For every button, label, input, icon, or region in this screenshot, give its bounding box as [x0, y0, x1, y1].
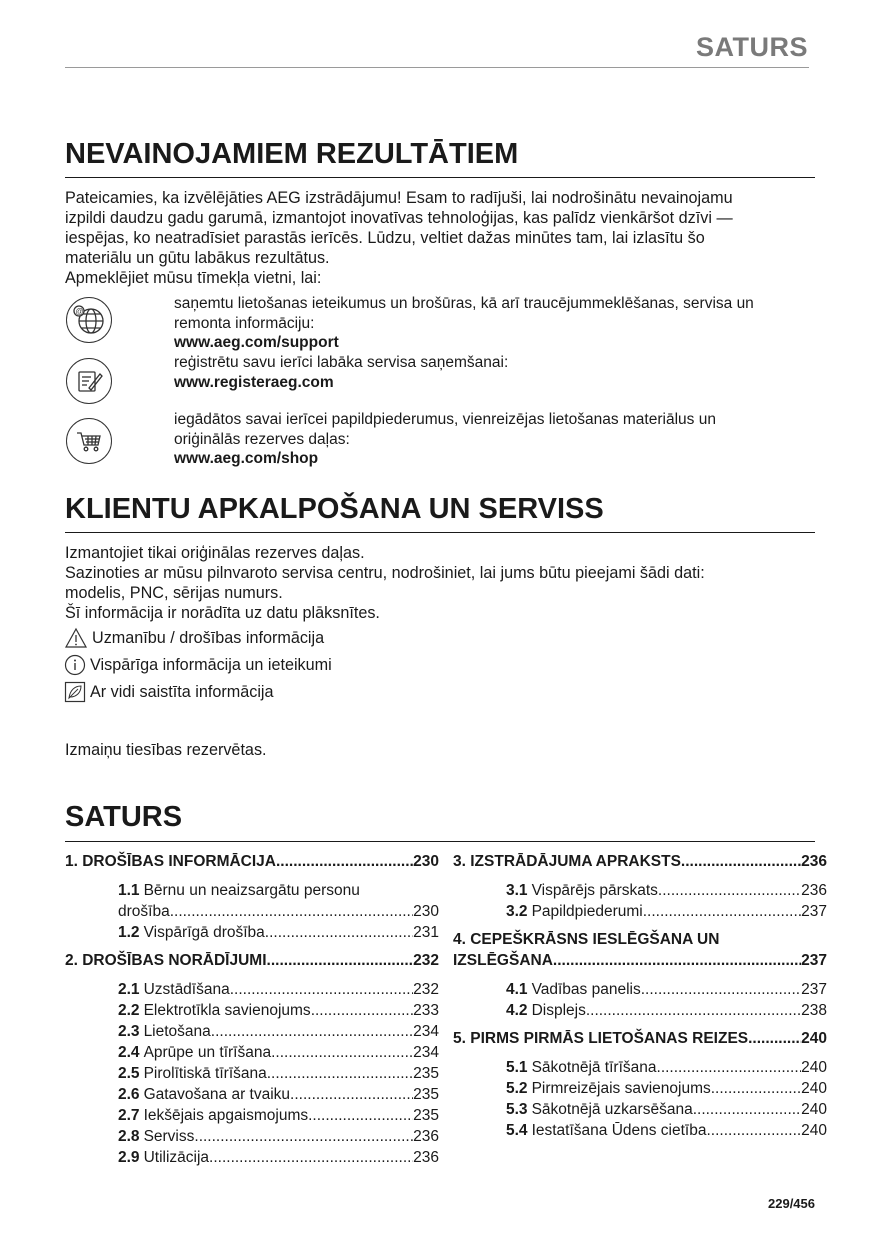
- intro-line: izpildi daudzu gadu garumā, izmantojot inovatīvas tehnoloģijas, kas palīdz vienkāršot dzīvi —: [65, 209, 733, 227]
- rights-reserved: Izmaiņu tiesības rezervētas.: [65, 741, 267, 759]
- service-support: [174, 294, 814, 353]
- toc-entry-3-2[interactable]: 3.2 Papildpiederumi ..... 237: [506, 901, 827, 922]
- section-divider: [65, 532, 815, 533]
- toc-title: SATURS: [65, 801, 183, 833]
- page-number: 229/456: [768, 1196, 815, 1211]
- legend-label: Ar vidi saistīta informācija: [90, 682, 274, 701]
- toc-entry-5-4[interactable]: 5.4 Iestatīšana Ūdens cietība ..... 240: [506, 1120, 827, 1141]
- toc-entry-1-1[interactable]: 1.1 Bērnu un neaizsargātu personu: [118, 882, 360, 899]
- toc-chapter-5[interactable]: 5. PIRMS PIRMĀS LIETOŠANAS REIZES ..... 240: [453, 1030, 827, 1048]
- cart-icon: [66, 418, 112, 464]
- support-link[interactable]: www.aeg.com/support: [174, 334, 339, 351]
- toc-entry-2-5[interactable]: 2.5 Pirolītiskā tīrīšana ..... 235: [118, 1063, 439, 1084]
- header-divider: [65, 67, 809, 68]
- page-header-title: SATURS: [695, 32, 808, 62]
- service-line: Izmantojiet tikai oriģinālas rezerves daļas.: [65, 544, 365, 562]
- toc-left-column: [65, 853, 439, 1168]
- section-divider: [65, 841, 815, 842]
- service-description: saņemtu lietošanas ieteikumus un brošūras, kā arī traucējummeklēšanas, servisa un: [174, 295, 754, 312]
- intro-paragraph: [65, 188, 825, 288]
- intro-line: Pateicamies, ka izvēlējāties AEG izstrādājumu! Esam to radījuši, lai nodrošinātu nevainojamu: [65, 189, 733, 207]
- toc-entry-2-2[interactable]: 2.2 Elektrotīkla savienojums ..... 233: [118, 1000, 439, 1021]
- leaf-icon: [64, 681, 86, 703]
- toc-entry-2-1[interactable]: 2.1 Uzstādīšana ..... 232: [118, 979, 439, 1000]
- register-link[interactable]: www.registeraeg.com: [174, 373, 334, 391]
- service-description: oriģinālās rezerves daļas:: [174, 430, 350, 448]
- service-description: reģistrētu savu ierīci labāka servisa saņemšanai:: [174, 354, 509, 371]
- legend-warning: [64, 627, 324, 649]
- toc-chapter-2[interactable]: 2. DROŠĪBAS NORĀDĪJUMI ..... 232: [65, 952, 439, 970]
- service-paragraph: [65, 543, 825, 623]
- service-line: modelis, PNC, sērijas numurs.: [65, 584, 283, 602]
- service-line: Sazinoties ar mūsu pilnvaroto servisa centru, nodrošiniet, lai jums būtu pieejami šādi dati:: [65, 564, 705, 582]
- toc-entry-4-2[interactable]: 4.2 Displejs ..... 238: [506, 1000, 827, 1021]
- svg-text:@: @: [75, 307, 84, 316]
- shop-link[interactable]: www.aeg.com/shop: [174, 450, 319, 467]
- service-description: iegādātos savai ierīcei papildpiederumus, vienreizējas lietošanas materiālus un: [174, 411, 716, 428]
- toc-chapter-4[interactable]: 4. CEPEŠKRĀSNS IESLĒGŠANA UN: [453, 931, 720, 948]
- toc-entry-2-4[interactable]: 2.4 Aprūpe un tīrīšana ..... 234: [118, 1042, 439, 1063]
- toc-entry-5-2[interactable]: 5.2 Pirmreizējais savienojums ..... 240: [506, 1078, 827, 1099]
- legend-info: [64, 654, 332, 676]
- service-description: remonta informāciju:: [174, 314, 315, 332]
- toc-chapter-1[interactable]: 1. DROŠĪBAS INFORMĀCIJA ..... 230: [65, 853, 439, 871]
- intro-line: materiālu un gūtu labākus rezultātus.: [65, 249, 330, 267]
- service-line: Šī informācija ir norādīta uz datu plāksnītes.: [65, 604, 380, 622]
- toc-entry-4-1[interactable]: 4.1 Vadības panelis ..... 237: [506, 979, 827, 1000]
- toc-entry-5-3[interactable]: 5.3 Sākotnējā uzkarsēšana ..... 240: [506, 1099, 827, 1120]
- toc-entry-2-3[interactable]: 2.3 Lietošana ..... 234: [118, 1021, 439, 1042]
- toc-entry-5-1[interactable]: 5.1 Sākotnējā tīrīšana ..... 240: [506, 1057, 827, 1078]
- toc-right-column: [453, 853, 827, 1141]
- visit-line: Apmeklējiet mūsu tīmekļa vietni, lai:: [65, 269, 322, 287]
- toc-entry-2-9[interactable]: 2.9 Utilizācija ..... 236: [118, 1147, 439, 1168]
- legend-label: Vispārīga informācija un ieteikumi: [90, 655, 332, 674]
- toc-entry-3-1[interactable]: 3.1 Vispārējs pārskats ..... 236: [506, 880, 827, 901]
- section-title-service: KLIENTU APKALPOŠANA UN SERVISS: [65, 493, 604, 525]
- toc-chapter-3[interactable]: 3. IZSTRĀDĀJUMA APRAKSTS ..... 236: [453, 853, 827, 871]
- info-icon: [64, 654, 86, 676]
- toc-entry-2-6[interactable]: 2.6 Gatavošana ar tvaiku ..... 235: [118, 1084, 439, 1105]
- service-shop: [174, 410, 814, 469]
- toc-entry-2-7[interactable]: 2.7 Iekšējais apgaismojums ..... 235: [118, 1105, 439, 1126]
- toc-entry-2-8[interactable]: 2.8 Serviss ..... 236: [118, 1126, 439, 1147]
- service-register: [174, 353, 814, 392]
- section-title-results: NEVAINOJAMIEM REZULTĀTIEM: [65, 138, 519, 170]
- section-divider: [65, 177, 815, 178]
- register-icon: [66, 358, 112, 404]
- toc-chapter-4-cont[interactable]: IZSLĒGŠANA ..... 237: [453, 952, 827, 970]
- intro-line: iespējas, ko neatradīsiet parastās ierīcēs. Lūdzu, veltiet dažas minūtes tam, lai izlasītu šo: [65, 229, 705, 247]
- legend-environment: [64, 681, 274, 703]
- toc-entry-1-2[interactable]: 1.2 Vispārīgā drošība ..... 231: [118, 922, 439, 943]
- globe-icon: [66, 297, 112, 343]
- toc-entry-1-1-cont[interactable]: drošība ..... 230: [118, 901, 439, 922]
- warning-icon: [64, 627, 88, 649]
- legend-label: Uzmanību / drošības informācija: [92, 628, 325, 647]
